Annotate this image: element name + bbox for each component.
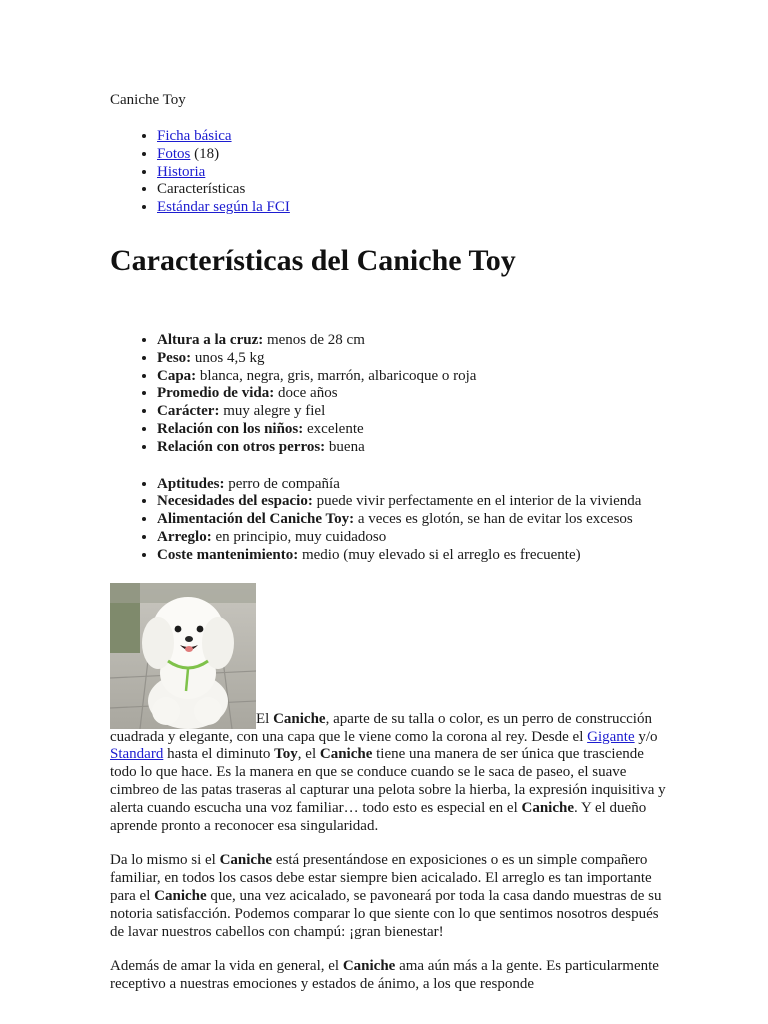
fact-value: menos de 28 cm xyxy=(263,331,365,348)
fact-key: Carácter: xyxy=(157,403,220,420)
fact-value: excelente xyxy=(303,420,364,437)
poodle-photo xyxy=(110,583,256,729)
text-run: Da lo mismo si el xyxy=(110,852,220,869)
fact-value: blanca, negra, gris, marrón, albaricoque o roja xyxy=(196,367,477,384)
nav-item-ficha xyxy=(157,128,670,146)
text-run: , aparte de su talla o color, es un perro de construcción cuadrada y elegante, con una capa que le viene como la corona al rey. Desde el xyxy=(110,710,652,745)
article xyxy=(110,91,670,994)
nav-link-historia[interactable]: Historia xyxy=(157,163,206,180)
link-standard[interactable]: Standard xyxy=(110,746,164,763)
text-run: Además de amar la vida en general, el xyxy=(110,958,343,975)
fact-key: Relación con otros perros: xyxy=(157,438,326,455)
bold-run: Caniche xyxy=(154,887,207,904)
text-run: está presentándose en exposiciones o es un simple compañero familiar, en todos los casos debe estar siempre bien acicalado. El arreglo es tan importante para el xyxy=(110,852,652,904)
text-run: , el xyxy=(297,746,320,763)
fact-key: Alimentación del Caniche Toy: xyxy=(157,511,355,528)
bold-run: Caniche xyxy=(219,852,273,869)
paragraph-3 xyxy=(110,958,670,994)
nav-link-estandar[interactable]: Estándar según la FCI xyxy=(157,199,290,216)
fact-item xyxy=(157,368,670,386)
fact-value: buena xyxy=(325,438,365,455)
fact-item xyxy=(157,511,670,529)
facts-list-2 xyxy=(110,476,670,565)
nav-item-historia xyxy=(157,164,670,182)
breed-nav xyxy=(110,128,670,217)
nav-item-fotos xyxy=(157,146,670,164)
photo-count: (18) xyxy=(190,145,220,162)
nav-current: Características xyxy=(157,181,246,198)
fact-value: a veces es glotón, se han de evitar los excesos xyxy=(354,511,633,528)
fact-value: unos 4,5 kg xyxy=(191,349,265,366)
page-title: Características del Caniche Toy xyxy=(110,243,516,277)
nav-link-ficha[interactable]: Ficha básica xyxy=(157,128,232,144)
fact-item xyxy=(157,421,670,439)
fact-key: Capa: xyxy=(157,367,197,384)
fact-item xyxy=(157,385,670,403)
fact-item xyxy=(157,547,670,565)
fact-item xyxy=(157,493,670,511)
bold-run: Caniche xyxy=(273,710,326,727)
fact-key: Altura a la cruz: xyxy=(157,331,264,348)
fact-value: puede vivir perfectamente en el interior de la vivienda xyxy=(312,493,642,510)
bold-run: Toy xyxy=(274,746,298,763)
fact-item xyxy=(157,350,670,368)
text-run: y/o xyxy=(634,728,658,745)
fact-key: Coste mantenimiento: xyxy=(157,546,299,563)
fact-key: Necesidades del espacio: xyxy=(157,493,313,510)
text-run: ama aún más a la gente. Es particularmente receptivo a nuestras emociones y estados de ánimo, a los que responde xyxy=(110,958,659,993)
fact-key: Arreglo: xyxy=(157,528,212,545)
text-run: hasta el diminuto xyxy=(163,746,275,763)
fact-key: Peso: xyxy=(157,349,192,366)
intro-block xyxy=(110,583,670,836)
bold-run: Caniche xyxy=(319,746,373,763)
nav-item-estandar xyxy=(157,199,670,217)
fact-value: muy alegre y fiel xyxy=(219,403,326,420)
link-gigante[interactable]: Gigante xyxy=(587,728,635,745)
fact-value: en principio, muy cuidadoso xyxy=(211,528,387,545)
bold-run: Caniche xyxy=(342,958,396,975)
fact-item xyxy=(157,332,670,350)
fact-item xyxy=(157,403,670,421)
fact-value: medio (muy elevado si el arreglo es frecuente) xyxy=(298,546,581,563)
text-run: El xyxy=(256,710,274,727)
fact-item xyxy=(157,529,670,547)
fact-item xyxy=(157,476,670,494)
paragraph-1 xyxy=(110,583,670,836)
fact-key: Promedio de vida: xyxy=(157,385,275,402)
text-run: . Y el dueño aprende pronto a reconocer esa singularidad. xyxy=(110,799,647,834)
fact-key: Aptitudes: xyxy=(157,475,225,492)
fact-value: perro de compañía xyxy=(224,475,340,492)
paragraph-2 xyxy=(110,852,670,941)
fact-value: doce años xyxy=(274,385,338,402)
nav-item-caracteristicas xyxy=(157,181,670,199)
bold-run: Caniche xyxy=(521,799,574,816)
facts-list-1 xyxy=(110,332,670,457)
fact-item xyxy=(157,439,670,457)
nav-link-fotos[interactable]: Fotos xyxy=(157,145,191,162)
text-run: que, una vez acicalado, se pavoneará por toda la casa dando muestras de su notoria satisfacción. Podemos comparar lo que siente con lo que sentimos nosotros después de lavar nuestros cabellos con champú: ¡gran bienestar! xyxy=(110,887,662,940)
site-title: Caniche Toy xyxy=(110,92,186,108)
fact-key: Relación con los niños: xyxy=(157,420,304,437)
text-run: tiene una manera de ser única que trasciende todo lo que hace. Es la manera en que se conduce cuando se le saca de paseo, el suave cimbreo de las patas traseras al capturar una pelota sobre la hierba, la expresión inquisitiva y alerta cuando escucha una voz familiar… todo esto es especial en el xyxy=(110,746,666,816)
